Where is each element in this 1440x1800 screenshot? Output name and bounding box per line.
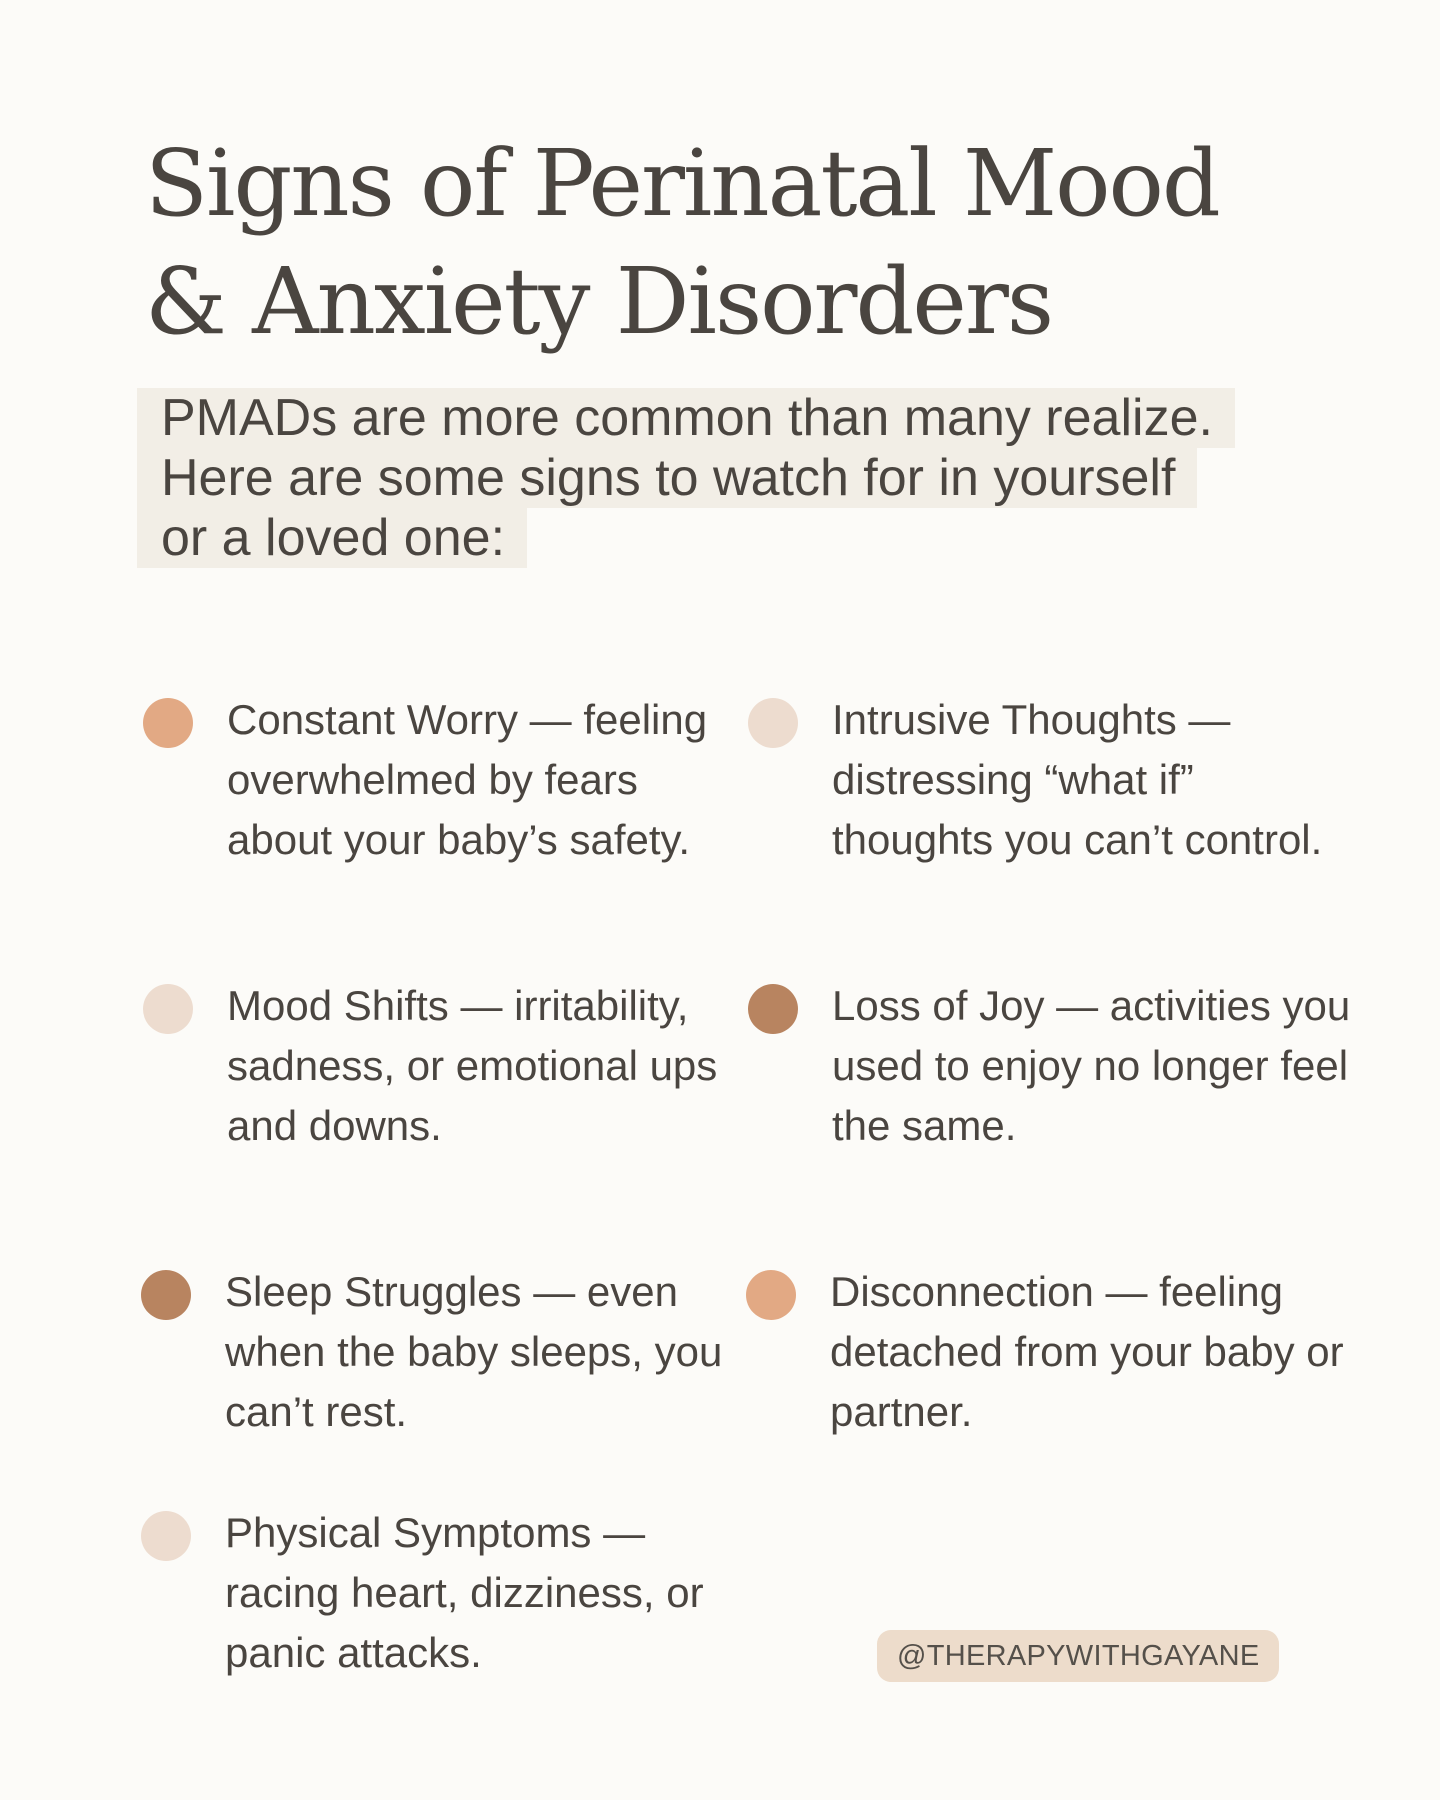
bullet-dot-icon — [748, 698, 798, 748]
author-handle-badge: @THERAPYWITHGAYANE — [877, 1630, 1279, 1682]
sign-heading: Sleep Struggles — — [225, 1268, 576, 1315]
sign-heading: Intrusive Thoughts — — [832, 696, 1231, 743]
title-line-1: Signs of Perinatal Mood — [145, 130, 1219, 237]
sign-body: distressing “what if” thoughts you can’t control. — [832, 756, 1323, 863]
sign-body: feeling detached from your baby or partner. — [830, 1268, 1344, 1435]
sign-body: feeling overwhelmed by fears about your baby’s safety. — [227, 696, 708, 863]
bullet-dot-icon — [141, 1511, 191, 1561]
bullet-dot-icon — [143, 984, 193, 1034]
intro-line-1: PMADs are more common than many realize. — [137, 388, 1235, 448]
sign-heading: Mood Shifts — — [227, 982, 503, 1029]
sign-heading: Constant Worry — — [227, 696, 572, 743]
bullet-dot-icon — [143, 698, 193, 748]
sign-heading: Loss of Joy — — [832, 982, 1099, 1029]
intro-line-3: or a loved one: — [137, 508, 527, 568]
bullet-dot-icon — [746, 1270, 796, 1320]
bullet-dot-icon — [141, 1270, 191, 1320]
sign-body: racing heart, dizziness, or panic attacks. — [225, 1569, 704, 1676]
sign-body: irritability, sadness, or emotional ups and downs. — [227, 982, 718, 1149]
intro-line-2: Here are some signs to watch for in yourself — [137, 448, 1197, 508]
title-line-2: & Anxiety Disorders — [145, 248, 1053, 355]
sign-heading: Physical Symptoms — — [225, 1509, 646, 1556]
sign-body: activities you used to enjoy no longer feel the same. — [832, 982, 1351, 1149]
sign-body: even when the baby sleeps, you can’t rest. — [225, 1268, 723, 1435]
intro-text — [137, 388, 1317, 568]
bullet-dot-icon — [748, 984, 798, 1034]
page-title — [145, 125, 1325, 361]
sign-heading: Disconnection — — [830, 1268, 1148, 1315]
